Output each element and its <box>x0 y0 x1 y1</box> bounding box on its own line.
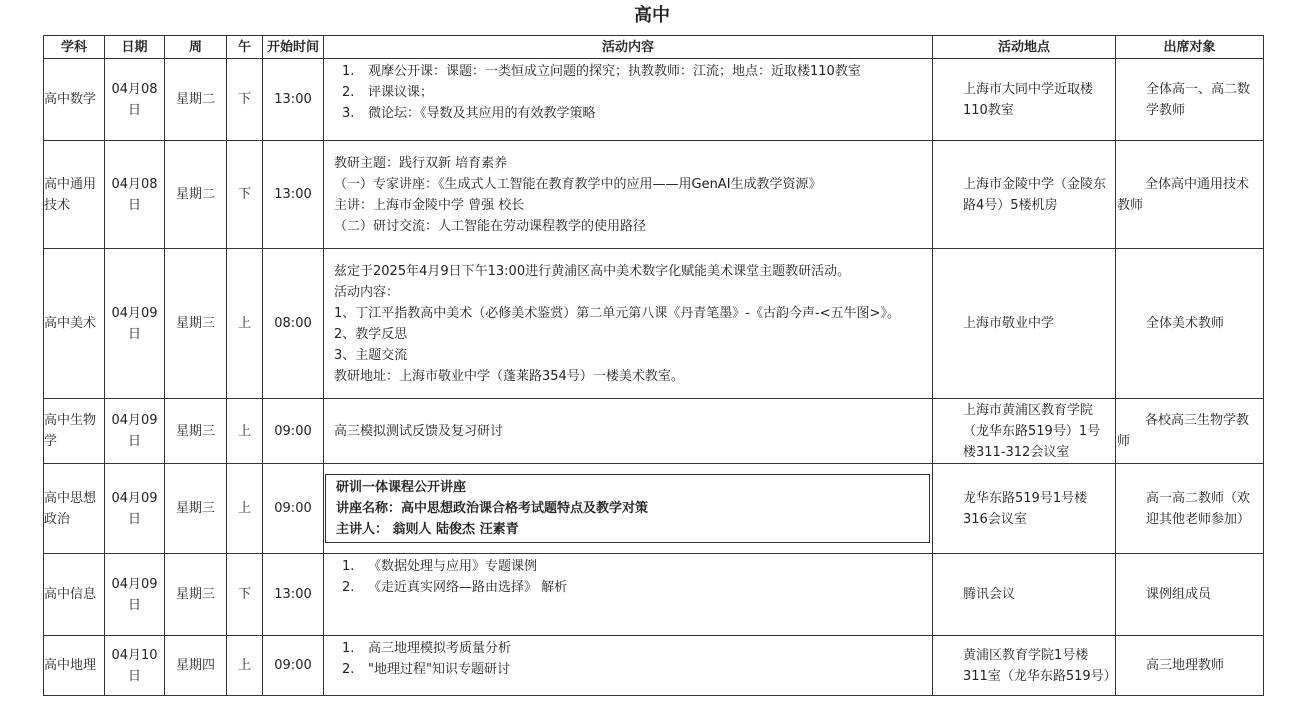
col-header-half: 午 <box>227 36 263 59</box>
weekday-cell: 星期二 <box>165 141 227 249</box>
half-day-cell: 上 <box>227 464 263 554</box>
content-cell <box>324 464 933 554</box>
subject-cell: 高中地理 <box>44 636 105 696</box>
col-header-time: 开始时间 <box>263 36 324 59</box>
table-row <box>44 636 1264 696</box>
table-row <box>44 464 1264 554</box>
place-cell: 黄浦区教育学院1号楼311室（龙华东路519号） <box>933 636 1116 696</box>
date-cell: 04月08日 <box>105 141 165 249</box>
content-line: （二）研讨交流：人工智能在劳动课程教学的使用路径 <box>334 218 647 234</box>
time-cell: 13:00 <box>263 141 324 249</box>
audience-cell: 全体高中通用技术教师 <box>1116 141 1264 249</box>
subject-cell: 高中美术 <box>44 249 105 399</box>
date-cell: 04月09日 <box>105 249 165 399</box>
col-header-content: 活动内容 <box>324 36 933 59</box>
half-day-cell: 下 <box>227 59 263 141</box>
content-line: （一）专家讲座：《生成式人工智能在教育教学中的应用——用GenAI生成教学资源》 <box>334 176 822 192</box>
date-cell: 04月09日 <box>105 464 165 554</box>
content-line: 研训一体课程公开讲座 <box>336 480 467 495</box>
subject-cell: 高中信息 <box>44 554 105 636</box>
content-line: 主讲：上海市金陵中学 曾强 校长 <box>334 197 525 213</box>
place-cell: 龙华东路519号1号楼316会议室 <box>933 464 1116 554</box>
weekday-cell: 星期三 <box>165 464 227 554</box>
content-line: 主讲人： 翁则人 陆俊杰 汪素青 <box>336 522 519 537</box>
half-day-cell: 下 <box>227 554 263 636</box>
time-cell: 09:00 <box>263 464 324 554</box>
header-row <box>44 36 1264 59</box>
audience-cell: 全体美术教师 <box>1116 249 1264 399</box>
subject-cell: 高中生物学 <box>44 399 105 464</box>
audience-cell: 高一高二教师（欢迎其他老师参加） <box>1116 464 1264 554</box>
content-cell <box>324 636 933 696</box>
content-line: 兹定于2025年4月9日下午13:00进行黄浦区高中美术数字化赋能美术课堂主题教研活动。 <box>334 263 851 279</box>
content-cell <box>324 249 933 399</box>
half-day-cell: 上 <box>227 249 263 399</box>
content-line: 2、教学反思 <box>334 326 408 342</box>
content-item: 1. 高三地理模拟考质量分析 <box>342 641 512 656</box>
weekday-cell: 星期三 <box>165 249 227 399</box>
content-line: 讲座名称：高中思想政治课合格考试题特点及教学对策 <box>336 501 649 516</box>
content-item: 2. 《走近真实网络—路由选择》 解析 <box>342 580 568 595</box>
table-row <box>44 59 1264 141</box>
content-line: 3、主题交流 <box>334 347 408 363</box>
content-line: 教研地址：上海市敬业中学（蓬莱路354号）一楼美术教室。 <box>334 368 684 384</box>
col-header-audience: 出席对象 <box>1116 36 1264 59</box>
weekday-cell: 星期三 <box>165 554 227 636</box>
time-cell: 09:00 <box>263 399 324 464</box>
col-header-place: 活动地点 <box>933 36 1116 59</box>
subject-cell: 高中通用技术 <box>44 141 105 249</box>
audience-cell: 各校高三生物学教师 <box>1116 399 1264 464</box>
content-line: 教研主题：践行双新 培育素养 <box>334 155 508 171</box>
half-day-cell: 下 <box>227 141 263 249</box>
content-cell <box>324 554 933 636</box>
audience-cell: 高三地理教师 <box>1116 636 1264 696</box>
table-row <box>44 554 1264 636</box>
col-header-date: 日期 <box>105 36 165 59</box>
date-cell: 04月09日 <box>105 399 165 464</box>
audience-cell: 课例组成员 <box>1116 554 1264 636</box>
content-cell <box>324 141 933 249</box>
subject-cell: 高中思想政治 <box>44 464 105 554</box>
content-line: 活动内容： <box>334 284 400 300</box>
content-item: 1. 观摩公开课：课题：一类恒成立问题的探究；执教教师：江流；地点：近取楼110教室 <box>342 64 861 79</box>
weekday-cell: 星期三 <box>165 399 227 464</box>
time-cell: 13:00 <box>263 554 324 636</box>
content-item: 2. 评课议课； <box>342 85 434 100</box>
time-cell: 13:00 <box>263 59 324 141</box>
col-header-weekday: 周 <box>165 36 227 59</box>
half-day-cell: 上 <box>227 636 263 696</box>
audience-cell: 全体高一、高二数学教师 <box>1116 59 1264 141</box>
schedule-table <box>43 35 1264 696</box>
content-cell <box>324 399 933 464</box>
content-item: 3. 微论坛：《导数及其应用的有效教学策略 <box>342 106 596 121</box>
place-cell: 上海市敬业中学 <box>933 249 1116 399</box>
page-title: 高中 <box>634 5 670 26</box>
table-row <box>44 141 1264 249</box>
time-cell: 09:00 <box>263 636 324 696</box>
place-cell: 腾讯会议 <box>933 554 1116 636</box>
lecture-box <box>325 474 930 543</box>
place-cell: 上海市大同中学近取楼110教室 <box>933 59 1116 141</box>
place-cell: 上海市金陵中学（金陵东路4号）5楼机房 <box>933 141 1116 249</box>
date-cell: 04月10日 <box>105 636 165 696</box>
place-cell: 上海市黄浦区教育学院（龙华东路519号）1号楼311-312会议室 <box>933 399 1116 464</box>
weekday-cell: 星期二 <box>165 59 227 141</box>
subject-cell: 高中数学 <box>44 59 105 141</box>
table-row <box>44 249 1264 399</box>
weekday-cell: 星期四 <box>165 636 227 696</box>
half-day-cell: 上 <box>227 399 263 464</box>
content-cell <box>324 59 933 141</box>
content-item: 2. "地理过程"知识专题研讨 <box>342 662 510 677</box>
content-item: 1. 《数据处理与应用》专题课例 <box>342 559 538 574</box>
col-header-subject: 学科 <box>44 36 105 59</box>
time-cell: 08:00 <box>263 249 324 399</box>
date-cell: 04月09日 <box>105 554 165 636</box>
content-line: 高三模拟测试反馈及复习研讨 <box>334 423 504 439</box>
content-line: 1、丁江平指教高中美术（必修美术鉴赏）第二单元第八课《丹青笔墨》-《古韵今声-<五牛图>》。 <box>334 305 900 321</box>
date-cell: 04月08日 <box>105 59 165 141</box>
table-row <box>44 399 1264 464</box>
